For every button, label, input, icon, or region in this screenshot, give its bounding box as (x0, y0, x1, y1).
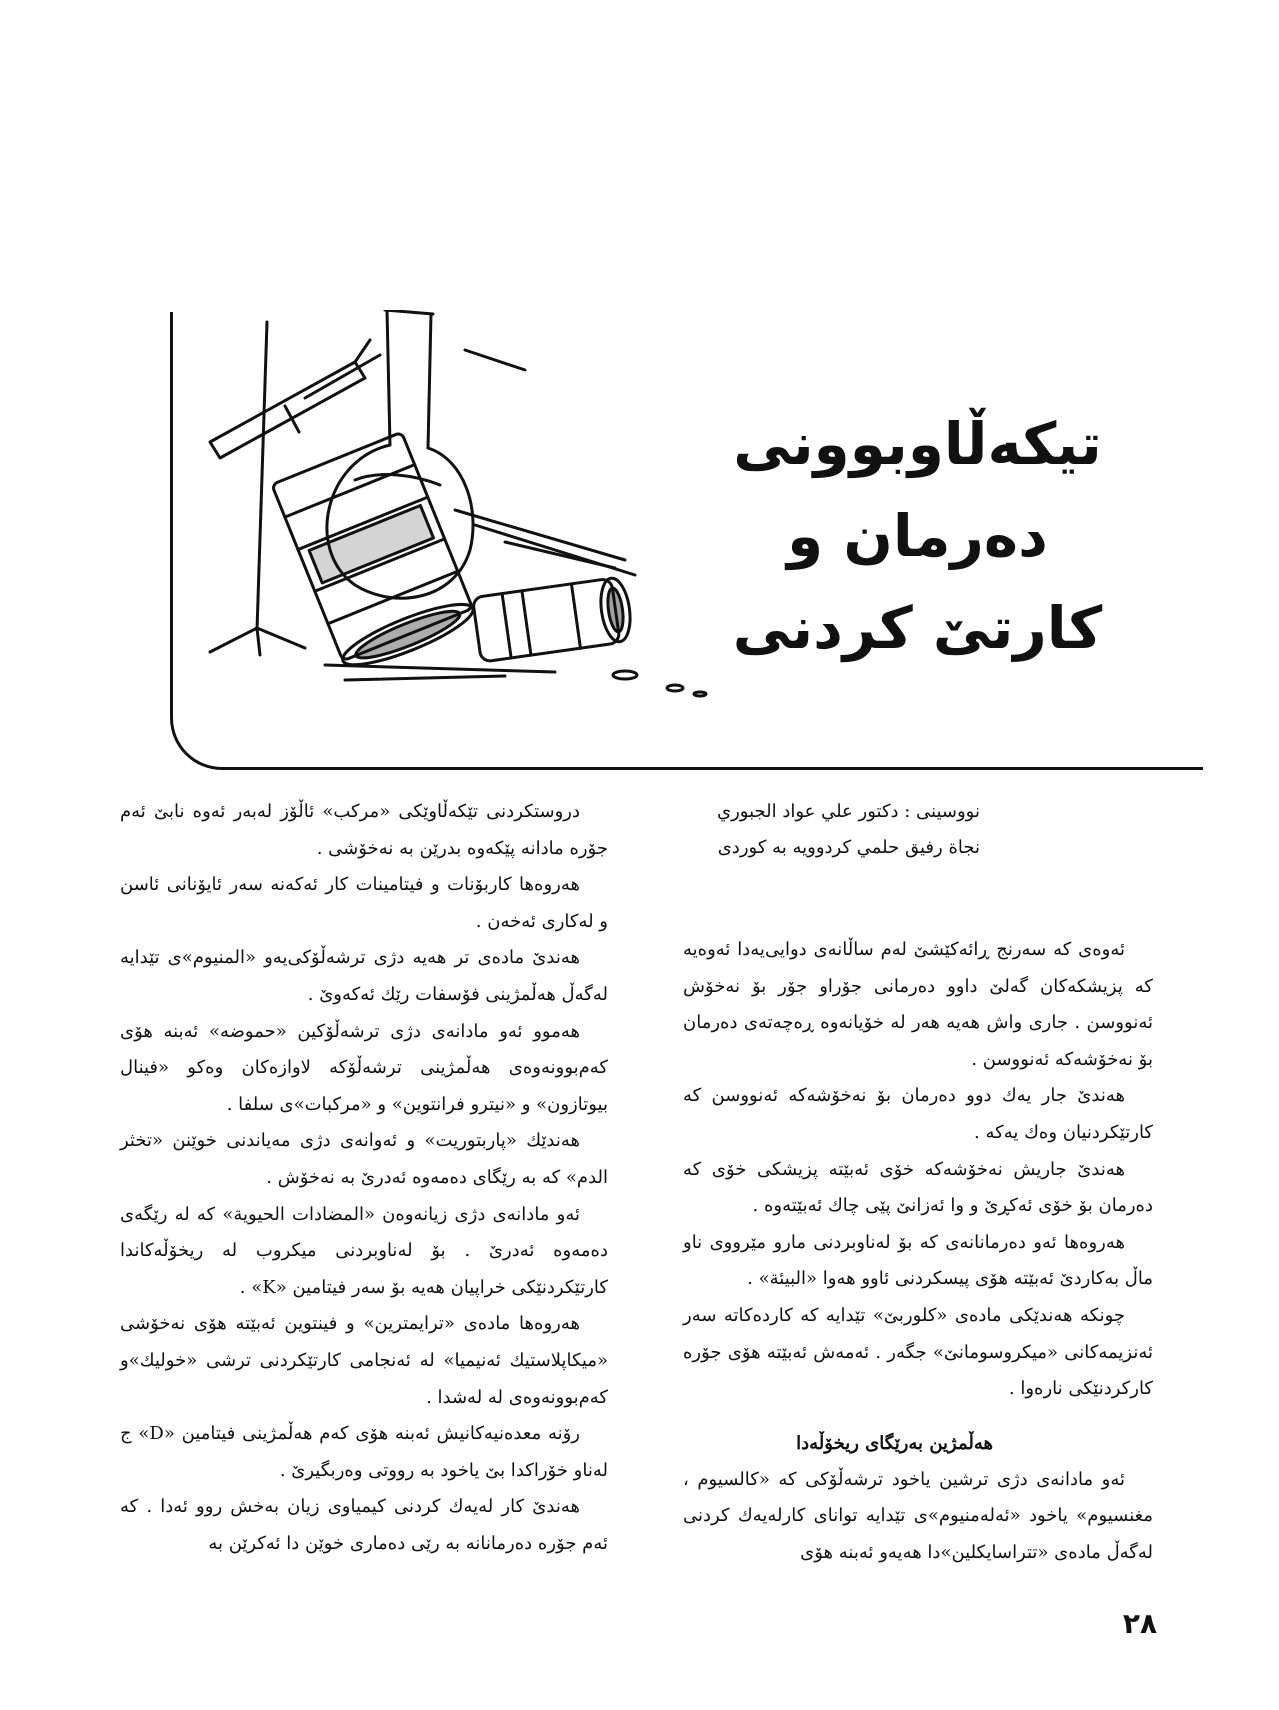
byline-translator: نجاة رفيق حلمي كردوويە بە كوردی (717, 837, 980, 858)
article-title-line-1: تیکەڵاوبوونی دەرمان و (733, 410, 1102, 570)
paragraph: رۆنە معدەنیەکانیش ئەبنە هۆی کەم هەڵمژینی فیتامین «D» ج لەناو خۆراکدا بێ یاخود بە رووتی وەربگیرێ . (120, 1423, 608, 1481)
paragraph: هەندێ مادەی تر هەیە دژی ترشەڵۆکی‌یەو «المنیوم»ی تێدایە لەگەڵ هەڵمژینی فۆسفات رێك ئەکەوێ . (120, 947, 608, 1005)
page-number: ٢٨ (1122, 1607, 1158, 1640)
section-subheading: هەڵمژین بەرێگای ریخۆڵەدا (796, 1432, 993, 1454)
paragraph: هەندێك «پاربتوریت» و ئەوانەی دژی مەیاندنی خوێنن «تخثر الدم» کە بە رێگای دەمەوە ئەدرێ بە نەخۆش . (120, 1130, 608, 1188)
paragraph: هەموو ئەو مادانەی دژی ترشەڵۆکین «حموضه» ئەبنە هۆی کەم‌بوونەوەی هەڵمژینی ترشەڵۆکە لاوازەکان وەکو «فینال بیوتازون» و «نیترو فرانتوین» و «مرکبات»ی سلفا . (120, 1020, 608, 1115)
article-title (640, 398, 1195, 674)
byline-author: نووسینی : دکتور علي عواد الجبوري (716, 801, 980, 822)
byline (680, 794, 980, 866)
left-text-column (120, 794, 608, 1562)
paragraph: هەندێ کار لەیەك کردنی کیمیاوی زیان بەخش روو ئەدا . کە ئەم جۆرە دەرمانانە بە رێی دەماری خوێن دا ئەکرێن بە (120, 1496, 608, 1554)
paragraph: هەروەها مادەی «ترایمترین» و فینتوین ئەبێتە هۆی نەخۆشی «میکاپلاستیك ئەنیمیا» لە ئەنجامی کارتێکردنی ترشی «خولیك»و کەم‌بوونەوەی لە لەشدا . (120, 1313, 608, 1408)
paragraph: ئەو مادانەی دژی ترشین یاخود ترشەڵۆکی کە «کالسیوم ، مغنسیوم» یاخود «ئەلەمنیوم»ی تێدایە توانای کارلەیەك کردنی لەگەڵ مادەی «تتراسایکلین»دا هەیەو ئەبنە هۆی (683, 1468, 1153, 1563)
paragraph: هەروەها کاربۆنات و فیتامینات کار ئەکەنە سەر ئایۆنانی ئاسن و لەکاری ئەخەن . (120, 874, 608, 932)
paragraph: ئەوەی کە سەرنج ڕائەکێشێ لەم ساڵانەی دوایی‌یەدا ئەوەیە کە پزیشکەکان گەلێ داوو دەرمانی جۆراو جۆر بۆ نەخۆش ئەنووسن . جاری واش هەیە هەر لە خۆیانەوە ڕەچەتەی دەرمان بۆ نەخۆشەکە ئەنووسن . (683, 939, 1153, 1070)
paragraph: هەندێ جار یەك دوو دەرمان بۆ نەخۆشەکە ئەنووسن کە کارتێکردنیان وەك یەکە . (683, 1085, 1153, 1143)
paragraph: هەندێ جاریش نەخۆشەکە خۆی ئەبێتە پزیشکی خۆی کە دەرمان بۆ خۆی ئەکڕێ و وا ئەزانێ پێی چاك ئەبێتەوە . (683, 1158, 1153, 1217)
paragraph: هەروەها ئەو دەرمانانەی کە بۆ لەناوبردنی مارو مێرووی ناو ماڵ بەکاردێ ئەبێتە هۆی پیسکردنی ئاوو هەوا «البيئة» . (683, 1231, 1153, 1290)
paragraph: دروستکردنی تێکەڵاوێکی «مرکب» ئاڵۆز لەبەر ئەوە نابێ ئەم جۆرە مادانە پێکەوە بدرێن بە نەخۆشی . (120, 801, 608, 859)
paragraph: چونکە هەندێکی مادەی «کلوربێ» تێدایە کە کاردەکاتە سەر ئەنزیمەکانی «میکروسومانێ» جگەر . ئەمەش ئەبێتە هۆی جۆرە کارکردنێکی نارەوا . (683, 1304, 1153, 1400)
article-title-line-2: کارتێ کردنی (732, 594, 1103, 662)
right-text-column (683, 932, 1153, 1572)
paragraph: ئەو مادانەی دژی زیانەوەن «المضادات الحيوية» کە لە رێگەی دەمەوە ئەدرێ . بۆ لەناوبردنی میکروب لە ریخۆڵەکاندا کارتێکردنێکی خراپیان هەیە بۆ سەر فیتامین «K» . (120, 1203, 608, 1298)
